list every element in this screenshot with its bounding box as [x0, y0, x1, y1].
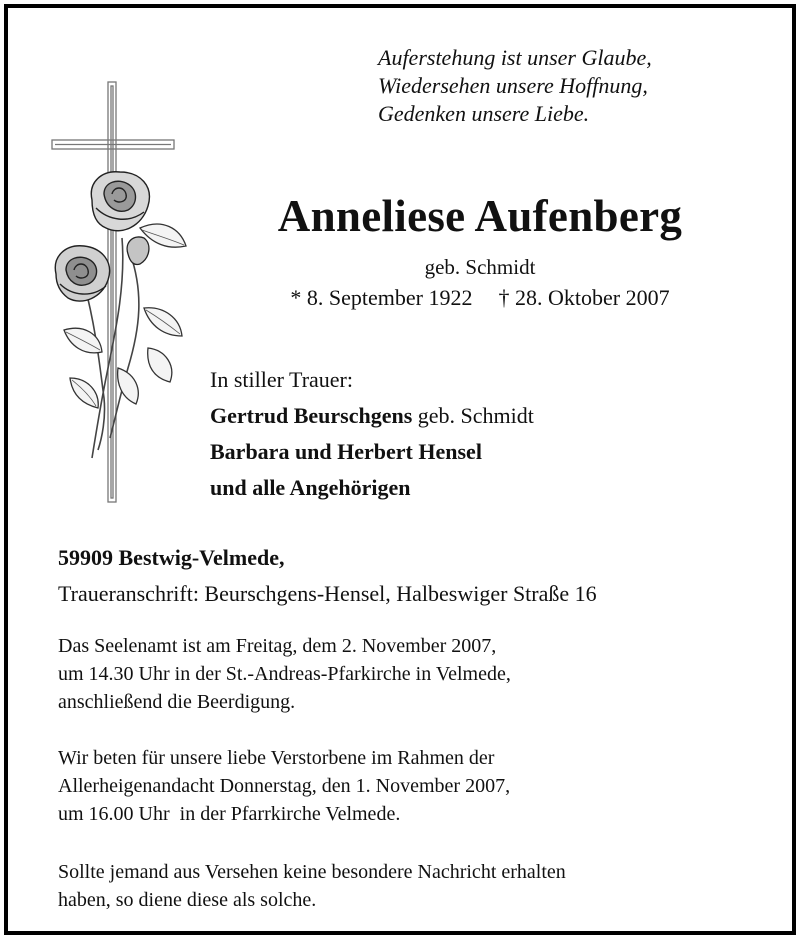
- paragraph-line: anschließend die Beerdigung.: [58, 691, 296, 713]
- mourner-suffix: geb. Schmidt: [412, 403, 534, 428]
- life-dates: [200, 284, 760, 312]
- city-line: 59909 Bestwig-Velmede,: [58, 545, 285, 570]
- paragraph-line: Wir beten für unsere liebe Verstorbene im Rahmen der: [58, 747, 495, 769]
- motto-line: Wiedersehen unsere Hoffnung,: [378, 73, 648, 98]
- deceased-name: Anneliese Aufenberg: [277, 191, 683, 241]
- prayer-paragraph: [58, 744, 778, 828]
- paragraph-line: Allerheigenandacht Donnerstag, den 1. November 2007,: [58, 775, 511, 797]
- paragraph-line: um 14.30 Uhr in der St.-Andreas-Pfarkirche in Velmede,: [58, 663, 511, 685]
- mourner-name: Gertrud Beurschgens: [210, 403, 413, 428]
- mourning-address: Traueranschrift: Beurschgens-Hensel, Halbeswiger Straße 16: [58, 581, 597, 606]
- address-block: [58, 540, 778, 612]
- birth-date: * 8. September 1922: [290, 285, 473, 310]
- mourner-line: [210, 398, 770, 434]
- birth-name: geb. Schmidt: [424, 255, 536, 279]
- requiem-paragraph: [58, 632, 778, 716]
- mourners-block: [210, 362, 770, 506]
- death-date: † 28. Oktober 2007: [498, 285, 670, 310]
- mourning-intro: In stiller Trauer:: [210, 367, 353, 392]
- paragraph-line: um 16.00 Uhr in der Pfarrkirche Velmede.: [58, 803, 401, 825]
- paragraph-line: Sollte jemand aus Versehen keine besondere Nachricht erhalten: [58, 861, 566, 883]
- paragraph-line: Das Seelenamt ist am Freitag, dem 2. November 2007,: [58, 635, 497, 657]
- mourner-line: Barbara und Herbert Hensel: [210, 439, 482, 464]
- motto-line: Auferstehung ist unser Glaube,: [378, 45, 652, 70]
- motto-line: Gedenken unsere Liebe.: [378, 101, 590, 126]
- notice-paragraph: [58, 858, 778, 914]
- paragraph-line: haben, so diene diese als solche.: [58, 889, 317, 911]
- mourner-line: und alle Angehörigen: [210, 475, 411, 500]
- cross-with-roses-icon: [44, 78, 194, 508]
- motto-quote: [378, 44, 778, 128]
